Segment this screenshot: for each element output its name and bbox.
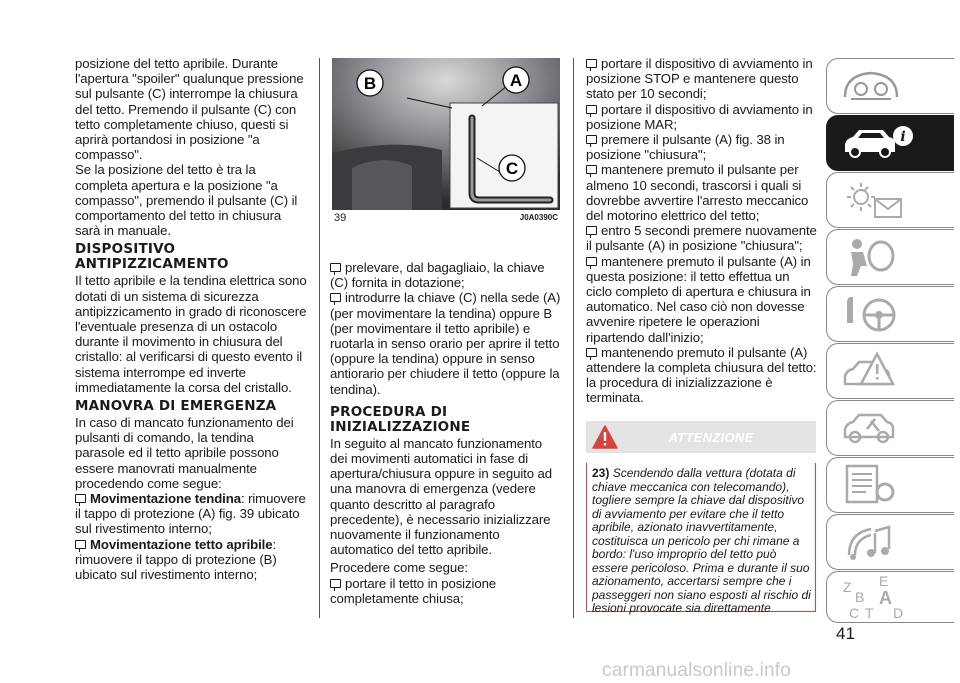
warning-box: [586, 421, 816, 615]
column-divider: [573, 58, 574, 618]
bullet-icon: [330, 263, 341, 272]
column-right: [586, 56, 818, 406]
paragraph: posizione del tetto apribile. Durante l'apertura "spoiler" qualunque pressione sul pulsante (C) interrompe la chiusura del tetto. Premendo il pulsante (C) con tetto completamente chiuso, questi si aprirà portandosi in posizione "a compasso".: [75, 56, 304, 163]
emergency-icon: [841, 350, 901, 394]
svg-text:E: E: [879, 574, 889, 589]
roof-interior-illustration: [332, 58, 560, 210]
tab-maintenance[interactable]: [826, 400, 954, 456]
figure-code: J0A0390C: [519, 213, 558, 222]
list-item: Movimentazione tetto apribile: rimuovere il tappo di protezione (B) ubicato sul rivestimento interno;: [75, 536, 277, 583]
list-item: portare il dispositivo di avviamento in posizione STOP e mantenere questo stato per 10 secondi;: [586, 56, 813, 102]
tab-emergency[interactable]: [826, 343, 954, 399]
tab-airbag[interactable]: [826, 229, 954, 285]
tab-multimedia[interactable]: [826, 514, 954, 570]
maintenance-icon: [841, 407, 901, 451]
tab-technical-data[interactable]: [826, 457, 954, 513]
bullet-icon: [586, 59, 597, 68]
car-info-icon: [837, 122, 917, 166]
warning-number: 23): [592, 466, 610, 480]
list-item: introdurre la chiave (C) nella sede (A) (per movimentare la tendina) oppure B (per movimentare il tetto apribile) e ruotarla in senso orario per aprire il tetto (oppure la tendina) oppure in senso antiorario per chiudere il tetto (oppure la tendina).: [330, 290, 561, 397]
svg-text:Z: Z: [843, 579, 852, 595]
list-item: premere il pulsante (A) fig. 38 in posizione "chiusura";: [586, 132, 785, 163]
bullet-icon: [586, 257, 597, 266]
list-item: mantenere premuto il pulsante (A) in questa posizione: il tetto effettua un ciclo completo di apertura e chiusura in automatico. Nel caso ciò non dovesse avvenire ripetere le operazioni ripartendo dall'inizio;: [586, 253, 811, 345]
steering-wheel-icon: [841, 293, 901, 337]
svg-text:T: T: [865, 605, 874, 621]
callout-a-label: A: [509, 71, 523, 90]
warning-lights-icon: [839, 179, 909, 223]
warning-header: [586, 421, 816, 453]
bullet-icon: [75, 494, 86, 503]
column-middle: [330, 260, 562, 606]
tab-dashboard[interactable]: [826, 58, 954, 114]
section-heading-emergenza: MANOVRA DI EMERGENZA: [75, 398, 277, 415]
column-divider: [319, 58, 320, 618]
paragraph: Procedere come segue:: [330, 560, 468, 576]
technical-data-icon: [841, 462, 901, 506]
bullet-icon: [586, 165, 597, 174]
svg-text:D: D: [893, 605, 904, 621]
figure-roof-photo: [332, 58, 560, 210]
bullet-icon: [75, 540, 86, 549]
tab-steering[interactable]: [826, 286, 954, 342]
svg-text:B: B: [855, 589, 865, 605]
multimedia-icon: [841, 521, 901, 565]
bullet-icon: [586, 348, 597, 357]
list-item: mantenere premuto il pulsante per almeno 10 secondi, trascorsi i quali si dovrebbe avvertire l'arresto meccanico del motorino elettrico del tetto;: [586, 162, 809, 224]
callout-b-label: B: [363, 74, 377, 93]
bullet-icon: [330, 579, 341, 588]
paragraph: In caso di mancato funzionamento dei pulsanti di comando, la tendina parasole ed il tetto apribile possono essere manovrati manualmente procedendo come segue:: [75, 415, 294, 491]
bullet-icon: [330, 293, 341, 302]
callout-c-label: C: [505, 159, 519, 178]
bullet-icon: [586, 135, 597, 144]
paragraph: Il tetto apribile e la tendina elettrica sono dotati di un sistema di sicurezza antipizzicamento in grado di riconoscere l'eventuale presenza di un ostacolo durante il movimento in chiusura del cristallo: al verificarsi di questo evento il sistema interrompe ed inverte immediatamente la corsa del cristallo.: [75, 273, 307, 395]
list-item: portare il dispositivo di avviamento in posizione MAR;: [586, 101, 813, 132]
section-heading-antipizzicamento: DISPOSITIVO ANTIPIZZICAMENTO: [75, 241, 229, 273]
list-item: entro 5 secondi premere nuovamente il pulsante (A) in posizione "chiusura";: [586, 223, 817, 254]
watermark: carmanualsonline.info: [602, 660, 792, 681]
tab-warning-lights[interactable]: [826, 172, 954, 228]
page-number: 41: [836, 624, 855, 643]
warning-title: ATTENZIONE: [668, 430, 754, 445]
list-item: Movimentazione tendina: rimuovere il tappo di protezione (A) fig. 39 ubicato sul rivestimento interno;: [75, 491, 306, 537]
svg-text:A: A: [879, 588, 892, 608]
dashboard-icon: [841, 67, 901, 107]
warning-text: 23) Scendendo dalla vettura (dotata di chiave meccanica con telecomando), togliere sempre la chiave dal dispositivo di avviamento per evitare che il tetto apribile, azionato inavvertitamente, costituisca un pericolo per chi rimane a bordo: l'uso improprio del tetto può essere pericoloso. Prima e durante il suo azionamento, accertarsi sempre che i passeggeri non siano esposti al rischio di lesioni provocate sia direttamente: [586, 463, 816, 612]
svg-text:C: C: [849, 605, 860, 621]
list-item: prelevare, dal bagagliaio, la chiave (C) fornita in dotazione;: [330, 260, 545, 291]
list-item: mantenendo premuto il pulsante (A) attendere la completa chiusura del tetto: la procedura di inizializzazione è terminata.: [586, 344, 817, 406]
bullet-icon: [586, 105, 597, 114]
airbag-icon: [841, 236, 901, 280]
svg-text:i: i: [900, 129, 906, 145]
column-left: [75, 56, 307, 582]
figure-number: 39: [334, 212, 347, 224]
paragraph: In seguito al mancato funzionamento dei movimenti automatici in fase di apertura/chiusura oppure in seguito ad una manovra di emergenza (vedere quanto descritto al paragrafo precedente), è necessario inizializzare nuovamente il funzionamento automatico del tetto apribile.: [330, 435, 553, 558]
tab-index[interactable]: [826, 571, 954, 623]
list-item: portare il tetto in posizione completamente chiusa;: [330, 575, 497, 606]
bullet-icon: [586, 226, 597, 235]
section-heading-inizializzazione: PROCEDURA DI INIZIALIZZAZIONE: [330, 403, 471, 435]
paragraph: Se la posizione del tetto è tra la completa apertura e la posizione "a compasso", premendo il pulsante (C) il comportamento del tetto in chiusura sarà in manuale.: [75, 162, 298, 239]
index-icon: [835, 574, 915, 622]
tab-car-info[interactable]: [826, 115, 954, 171]
